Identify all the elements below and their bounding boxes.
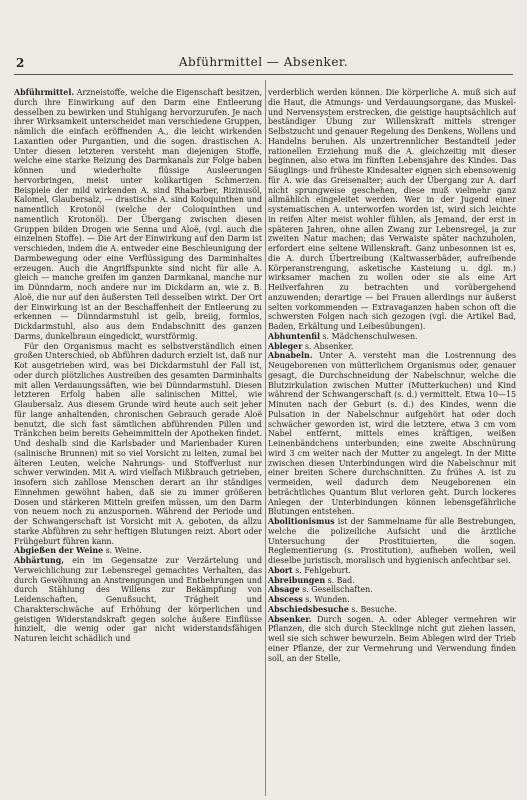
entry-abscess: [268, 595, 516, 605]
entry-text: s. Weine.: [103, 546, 142, 556]
entry-abfuehrmittel: [14, 88, 262, 342]
entry-text: Für den Organismus macht es selbstverständlich einen großen Unterschied, ob Abführen dadurch erzielt ist, daß nur Kot ausgetrieben wird, was bei Dickdarmstuhl der Fall ist, oder durch plötzliches Austreiben des gesamten Darminhalts mit allen Verdauungssäften, wie bei Dünndarmstuhl. Diesen letzteren Erfolg haben alle salinischen Mittel, wie Glaubersalz. Aus diesem Grunde wird heute auch seit jeher für lange anhaltenden, chronischen Gebrauch gerade Aloë benutzt, die sich fast sämtlichen abführenden Pillen und Tränkchen beim bereits Geheimmitteln der Apotheken findet. Und deshalb sind die Karlsbader und Marienbader Kuren (salinische Brunnen) mit so viel Vorsicht zu leiten, zumal bei älteren Leuten, welche Nahrungs- und Stoffverlust nur schwer verwinden. Mit A. wird vielfach Mißbrauch getrieben, insofern sich zahllose Menschen derart an ihr ständiges Einnehmen gewöhnt haben, daß sie zu immer größeren Dosen und stärkeren Mitteln greifen müssen, um den Darm von neuem noch zu anzuspornen. Während der Periode und der Schwangerschaft ist Vorsicht mit A. geboten, da allzu starke Abführen zu sehr heftigen Blutungen reizt. Abort oder Frühgeburt führen kann.: [14, 341, 262, 546]
entry-head: Abreibungen: [268, 575, 326, 585]
entry-head: Abnabeln.: [268, 351, 313, 361]
entry-head: Abgießen der Weine: [14, 546, 104, 556]
entry-text: verderblich werden können. Die körperliche A. muß sich auf die Haut, die Atmungs- und Verdauungsorgane, das Muskel- und Nervensystem erstrecken, die geistige hauptsächlich auf beständiger Übung zur Willenskraft mittels strenger Selbstzucht und genauer Regelung des Denkens, Wollens und Handelns beruhen. Als unzertrennlicher Bestandteil jeder rationellen Erziehung muß die A. gleichzeitig mit dieser beginnen, also etwa im fünften Lebensjahre des Kindes. Das Säuglings- und früheste Kindesalter eignen sich ebensowenig für A. wie das Greisenalter; auch der Übergang zur A. darf nicht sprungweise geschehen, diese muß vielmehr ganz allmählich eingeleitet werden. Wer in der Jugend einer systematischen A. unterworfen worden ist, wird sich leichte in reifen Alter meist wohler fühlen, als Jemand, der erst in späteren Jahren, ohne allen Zwang zur Lebensregel, ja zur zweiten Natur machen; das Verwaiste später nachzuholen, erfordert eine seltene Willenskraft. Ganz unbesonnen ist es, die A. durch Übertreibung (Kaltwasserbäder, aufreibende Körperanstrengung, asketische Kasteiung u. dgl. m.) wirksamer machen zu wollen oder sie als eine Art Heilverfahren zu betrachten und vorübergehend anzuwenden; derartige — bei Frauen allerdings nur äußerst selten vorkommenden — Extravaganzen haben schon oft die schwersten Folgen nach sich gezogen (vgl. die Artikel Bad, Baden, Erkältung und Leibesübungen).: [268, 88, 516, 331]
page-number: 2: [16, 56, 25, 70]
column-divider: [265, 80, 266, 796]
entry-text: s. Bad.: [325, 575, 355, 585]
entry-abhaertung: [14, 556, 262, 644]
entry-absage: [268, 585, 516, 595]
entry-head: Ableger: [268, 341, 303, 351]
entry-abort: [268, 566, 516, 576]
entry-abolitionismus: [268, 517, 516, 566]
entry-head: Absenker.: [268, 614, 312, 624]
entry-text: s. Gesellschaften.: [299, 585, 373, 595]
header-rule: [14, 74, 513, 75]
entry-text: Durch sogen. A. oder Ableger vermehren wir Pflanzen, die sich durch Stecklinge nicht gut ziehen lassen, weil sie sich schwer bewurzeln. Beim Ablegen wird der Trieb einer Pflanze, der zur Vermehrung und Verwendung finden soll, an der Stelle,: [268, 614, 516, 663]
left-column: [14, 88, 262, 794]
entry-head: Abort: [268, 565, 293, 575]
entry-abnabeln: [268, 351, 516, 517]
paragraph-organismus: [14, 342, 262, 547]
entry-text: s. Fehlgeburt.: [292, 565, 351, 575]
entry-head: Abscess: [268, 595, 303, 604]
entry-abgiessen: [14, 546, 262, 556]
entry-abhaertung-cont: [268, 88, 516, 332]
entry-text: ein im Gegensatze zur Verzärtelung und Verweichlichung zur Lebensregel gemachtes Verhalten, das durch Gewöhnung an Anstrengungen und Entbehrungen und durch Stählung des Willens zur Bekämpfung von Leidenschaften, Genußsucht, Trägheit und Charakterschwäche auf Erhöhung der körperlichen und geistigen Widerstandskraft gegen solche äußere Einflüsse hinzielt, die wenig oder gar nicht widerstandsfähigen Naturen leicht schädlich und: [14, 556, 262, 643]
entry-absenker: [268, 615, 516, 664]
entry-text: Unter A. versteht man die Lostrennung des Neugeborenen von mütterlichem Organismus oder, genauer gesagt, die Durchschneidung der Nabelschnur, welche die Blutzirkulation zwischen Mutter (Mutterkuchen) und Kind während der Schwangerschaft (s. d.) vermittelt. Etwa 10—15 Minuten nach der Geburt (s. d.) des Kindes, wenn die Pulsation in der Nabelschnur aufgehört hat oder doch schwächer geworden ist, wird die letztere, etwa 3 cm vom Nabel entfernt, mittels eines kräftigen, weißen Leinenbändchens unterbunden; eine zweite Abschnürung wird 3 cm weiter nach der Mutter zu angelegt. In der Mitte zwischen diesen Unterbindungen wird die Nabelschnur mit einer breiten Schere durchschnitten. Zu frühes A. ist zu vermeiden, weil dadurch dem Neugeborenen ein beträchtliches Quantum Blut verloren geht. Durch lockeres Anlegen der Unterbindungen können lebensgefährliche Blutungen entstehen.: [268, 351, 516, 517]
entry-head: Abhuntenfil: [268, 331, 320, 341]
entry-head: Absage: [268, 585, 300, 595]
running-head: Abführmittel — Absenker.: [178, 55, 349, 69]
entry-text: s. Absenker.: [302, 341, 354, 351]
right-column: [268, 88, 516, 794]
entry-abhuntenfil: [268, 332, 516, 342]
entry-head: Abschiedsbesuche: [268, 604, 349, 614]
entry-text: s. Wunden.: [302, 595, 350, 604]
entry-text: Arzneistoffe, welche die Eigenschaft besitzen, durch ihre Einwirkung auf den Darm eine Entleerung desselben zu bewirken und Stuhlgang hervorzurufen. Je nach ihrer Wirksamkeit unterscheidet man verschiedene Gruppen, nämlich die einfach eröffnenden A., die leicht wirkenden Laxantien oder Purgantien, und die sogen. drastischen A. Unter diesen letzteren versteht man diejenigen Stoffe, welche eine starke Reizung des Darmkanals zur Folge haben können und wiederholte flüssige Ausleerungen hervorbringen, meist unter kolikartigen Schmerzen. Beispiele der mild wirkenden A. sind Rhabarber, Rizinusöl, Kalomel, Glaubersalz, — drastische A. sind Koloquinthen und namentlich Krotonöl (welche der Coloquinthen und namentlich Krotonöl). Der Übergang zwischen diesen Gruppen bilden Drogen wie Senna und Aloë, (vgl. auch die einzelnen Stoffe). — Die Art der Einwirkung auf den Darm ist verschieden, indem die A. entweder eine Beschleunigung der Darmbewegung oder eine Verflüssigung des Darminhaltes erzeugen. Auch die Angriffspunkte sind nicht für alle A. gleich — manche greifen im ganzen Darmkanal, manche nur im Dünndarm, noch andere nur im Dickdarm an, wie z. B. Aloë, die nur auf den äußersten Teil desselben wirkt. Der Ort der Einwirkung ist an der Beschaffenheit der Entleerung zu erkennen — Dünndarmstuhl ist gelb, breiig, formlos, Dickdarmstuhl, also aus dem Endabschnitt des ganzen Darms, dunkelbraun eingedickt, wurstförmig.: [14, 88, 262, 341]
entry-text: s. Mädchenschulwesen.: [320, 331, 418, 341]
entry-head: Abführmittel.: [14, 88, 75, 97]
entry-ableger: [268, 342, 516, 352]
entry-abschiedsbesuche: [268, 605, 516, 615]
entry-head: Abhärtung,: [14, 556, 65, 565]
entry-text: s. Besuche.: [348, 604, 397, 614]
entry-head: Abolitionismus: [268, 517, 335, 526]
entry-text: ist der Sammelname für alle Bestrebungen, welche die polizeiliche Aufsicht und die ärztliche Untersuchung der Prostituierten, die sogen. Reglementierung (s. Prostitution), aufheben wollen, weil dieselbe juristisch, moralisch und hygienisch anfechtbar sei.: [268, 517, 516, 565]
entry-abreibungen: [268, 576, 516, 586]
